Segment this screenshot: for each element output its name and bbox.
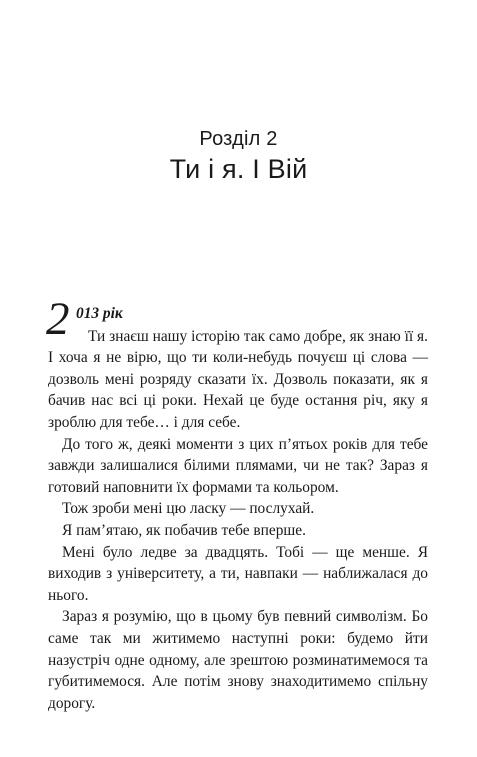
paragraph: Тож зроби мені цю ласку — послухай. — [62, 500, 315, 518]
paragraph: Мені було ледве за двадцять. Тобі — ще менше. Я виходив з університету, а ти, навпаки — наближалася до нього. — [48, 543, 428, 604]
chapter-title: Ти і я. І Вій — [169, 154, 308, 184]
chapter-body — [46, 293, 428, 714]
opening-heading — [46, 293, 428, 345]
paragraph: Ти знаєш нашу історію так само добре, як знаю її я. І хоча я не вірю, що ти коли-небудь почуєш ці слова — дозволь мені розряду сказати їх. Дозволь показати, як я бачив нас всі ці роки. Нехай це буде остання річ, яку я зроблю для тебе… і для себе. — [48, 327, 428, 431]
paragraph: Я пам’ятаю, як побачив тебе вперше. — [62, 521, 306, 539]
chapter-number: Розділ 2 — [199, 128, 278, 150]
year-heading: 013 рік — [76, 305, 123, 322]
paragraph: Зараз я розумію, що в цьому був певний символізм. Бо саме так ми житимемо наступні роки: будемо йти назустріч одне одному, але зрештою розминатимемося та губитимемося. Але потім знову знаходитимемо спільну дорогу. — [48, 608, 428, 712]
paragraph: До того ж, деякі моменти з цих п’ятьох років для тебе завжди залишалися білими плямами, чи не так? Зараз я готовий наповнити їх формами та кольором. — [48, 435, 428, 496]
drop-cap: 2 — [46, 293, 70, 345]
